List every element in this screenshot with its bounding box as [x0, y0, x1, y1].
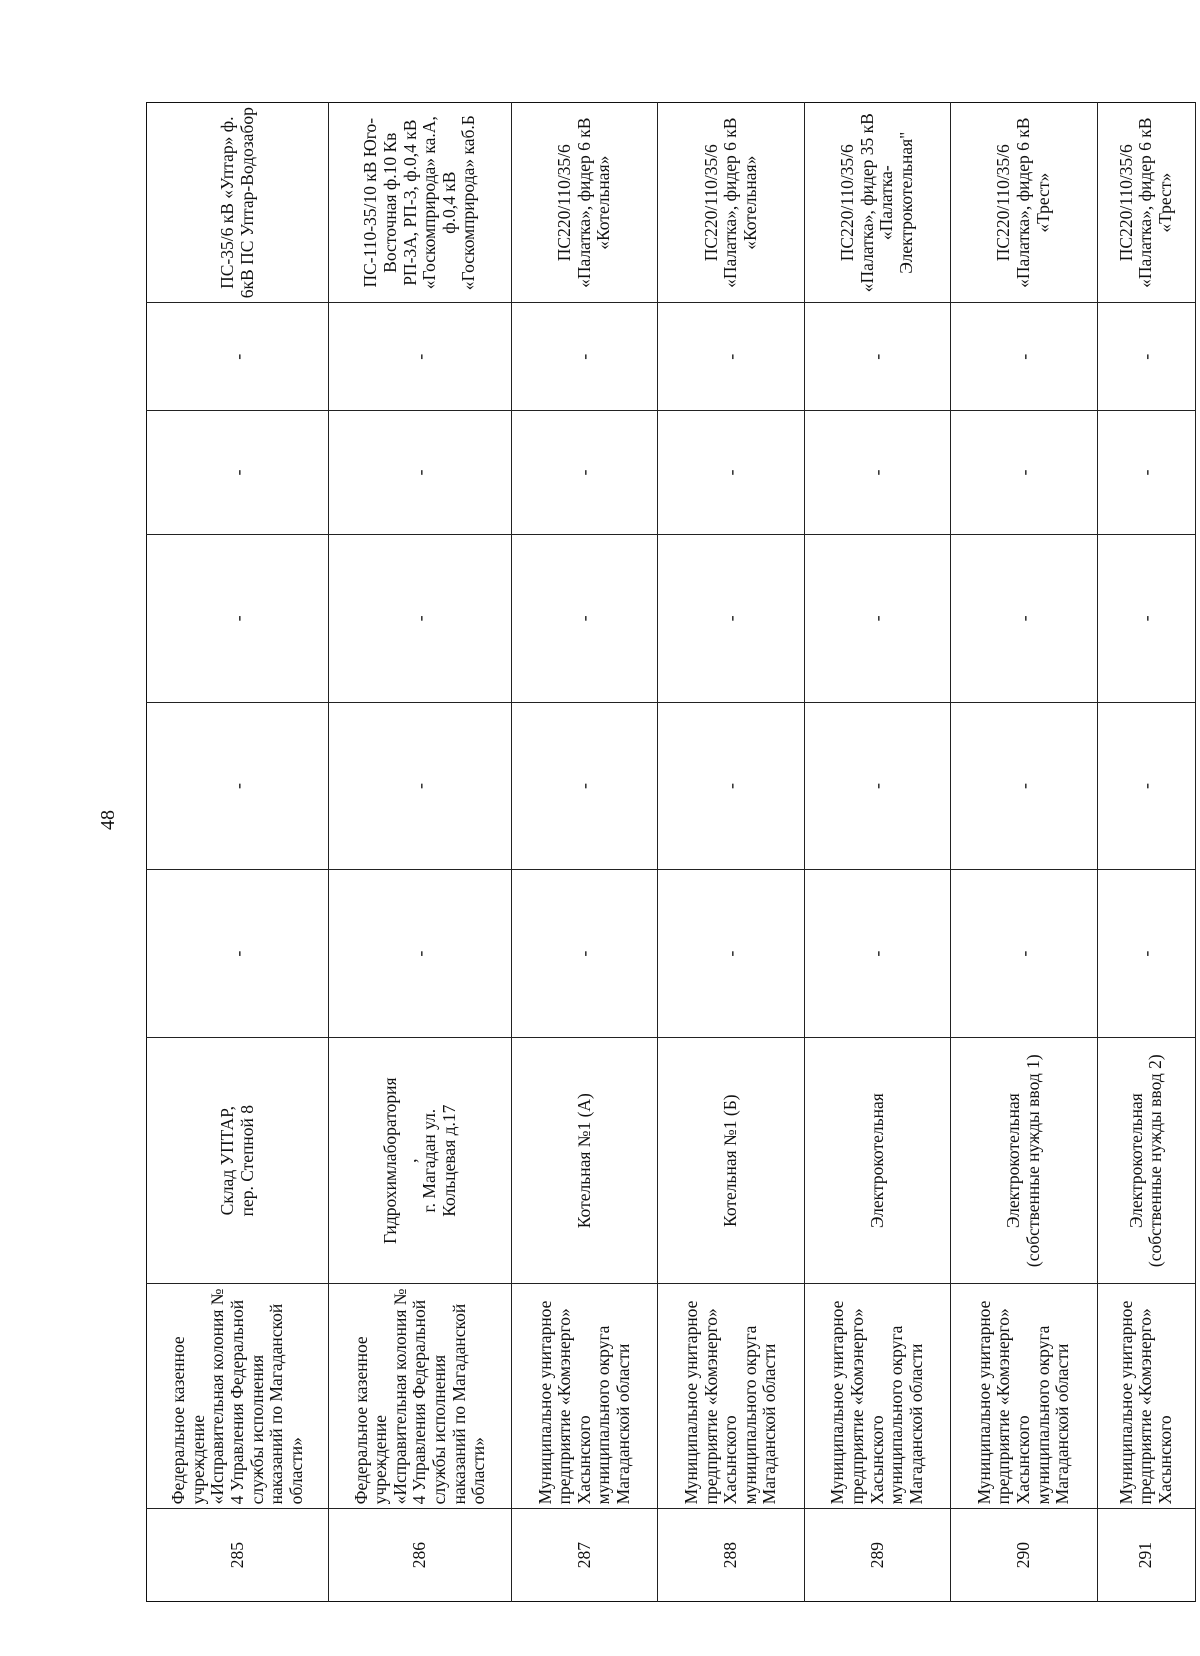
- row-number-cell: 289: [804, 1509, 950, 1602]
- empty-value-cell: -: [951, 702, 1097, 870]
- empty-value-cell: -: [1097, 702, 1195, 870]
- row-number-cell: 286: [329, 1509, 511, 1602]
- empty-value-cell: -: [147, 535, 329, 703]
- row-number-cell: 291: [1097, 1509, 1195, 1602]
- empty-value-cell: -: [147, 702, 329, 870]
- empty-value-cell: -: [951, 303, 1097, 411]
- organization-cell: Федеральное казенное учреждение «Исправительная колония № 4 Управления Федеральной службы исполнения наказаний по Магаданской области»: [329, 1284, 511, 1509]
- organization-cell: Муниципальное унитарное предприятие «Комэнерго» Хасынского муниципального округа Магаданской области: [951, 1284, 1097, 1509]
- empty-value-cell: -: [658, 303, 804, 411]
- facility-cell: Склад УПТАР, пер. Степной 8: [147, 1037, 329, 1284]
- empty-value-cell: -: [658, 870, 804, 1038]
- empty-value-cell: -: [804, 303, 950, 411]
- empty-value-cell: -: [511, 702, 657, 870]
- organization-cell: Муниципальное унитарное предприятие «Комэнерго» Хасынского муниципального округа Магаданской области: [658, 1284, 804, 1509]
- empty-value-cell: -: [147, 870, 329, 1038]
- empty-value-cell: -: [658, 702, 804, 870]
- page-number: 48: [96, 810, 119, 830]
- table-row: [511, 103, 657, 1602]
- empty-value-cell: -: [147, 303, 329, 411]
- empty-value-cell: -: [951, 411, 1097, 535]
- supply-source-cell: ПС-35/6 кВ «Уптар» ф. 6кВ ПС Уптар-Водозабор: [147, 103, 329, 303]
- facility-cell: Гидрохимлаборатория , г. Магадан ул. Кольцевая д.17: [329, 1037, 511, 1284]
- empty-value-cell: -: [329, 303, 511, 411]
- empty-value-cell: -: [511, 535, 657, 703]
- organization-cell: Федеральное казенное учреждение «Исправительная колония № 4 Управления Федеральной службы исполнения наказаний по Магаданской области»: [147, 1284, 329, 1509]
- empty-value-cell: -: [1097, 535, 1195, 703]
- supply-source-cell: ПС220/110/35/6 «Палатка», фидер 6 кВ «Трест»: [951, 103, 1097, 303]
- empty-value-cell: -: [658, 411, 804, 535]
- empty-value-cell: -: [951, 535, 1097, 703]
- facility-cell: Электрокотельная (собственные нужды ввод 2): [1097, 1037, 1195, 1284]
- row-number-cell: 290: [951, 1509, 1097, 1602]
- facility-cell: Электрокотельная (собственные нужды ввод 1): [951, 1037, 1097, 1284]
- empty-value-cell: -: [329, 702, 511, 870]
- empty-value-cell: -: [511, 303, 657, 411]
- empty-value-cell: -: [804, 411, 950, 535]
- supply-source-cell: ПС220/110/35/6 «Палатка», фидер 6 кВ «Котельная»: [658, 103, 804, 303]
- empty-value-cell: -: [511, 870, 657, 1038]
- empty-value-cell: -: [804, 535, 950, 703]
- organization-cell: Муниципальное унитарное предприятие «Комэнерго» Хасынского муниципального округа Магаданской области: [511, 1284, 657, 1509]
- supply-source-cell: ПС220/110/35/6 «Палатка», фидер 6 кВ «Трест»: [1097, 103, 1195, 303]
- organization-cell: Муниципальное унитарное предприятие «Комэнерго» Хасынского муниципального округа Магаданской области: [804, 1284, 950, 1509]
- empty-value-cell: -: [329, 411, 511, 535]
- empty-value-cell: -: [1097, 870, 1195, 1038]
- facility-cell: Котельная №1 (Б): [658, 1037, 804, 1284]
- rotated-table-container: [146, 102, 1196, 1602]
- empty-value-cell: -: [329, 535, 511, 703]
- organization-cell: Муниципальное унитарное предприятие «Комэнерго» Хасынского: [1097, 1284, 1195, 1509]
- empty-value-cell: -: [951, 870, 1097, 1038]
- table-row: [329, 103, 511, 1602]
- row-number-cell: 288: [658, 1509, 804, 1602]
- table-row: [147, 103, 329, 1602]
- supply-source-cell: ПС220/110/35/6 «Палатка», фидер 6 кВ «Котельная»: [511, 103, 657, 303]
- row-number-cell: 285: [147, 1509, 329, 1602]
- table-row: [951, 103, 1097, 1602]
- facility-cell: Электрокотельная: [804, 1037, 950, 1284]
- table-body: [147, 103, 1196, 1602]
- empty-value-cell: -: [511, 411, 657, 535]
- table-row: [658, 103, 804, 1602]
- supply-source-cell: ПС-110-35/10 кВ Юго-Восточная ф.10 Кв РП-3А, РП-3, ф.0,4 кВ «Госкомприрода» ка.А, ф.0,4 кВ «Госкомприрода» каб.Б: [329, 103, 511, 303]
- table-row: [1097, 103, 1195, 1602]
- row-number-cell: 287: [511, 1509, 657, 1602]
- empty-value-cell: -: [1097, 303, 1195, 411]
- empty-value-cell: -: [1097, 411, 1195, 535]
- empty-value-cell: -: [804, 870, 950, 1038]
- empty-value-cell: -: [658, 535, 804, 703]
- table-row: [804, 103, 950, 1602]
- empty-value-cell: -: [804, 702, 950, 870]
- data-table: [146, 102, 1196, 1602]
- empty-value-cell: -: [147, 411, 329, 535]
- empty-value-cell: -: [329, 870, 511, 1038]
- supply-source-cell: ПС220/110/35/6 «Палатка», фидер 35 кВ «Палатка-Электрокотельная": [804, 103, 950, 303]
- facility-cell: Котельная №1 (А): [511, 1037, 657, 1284]
